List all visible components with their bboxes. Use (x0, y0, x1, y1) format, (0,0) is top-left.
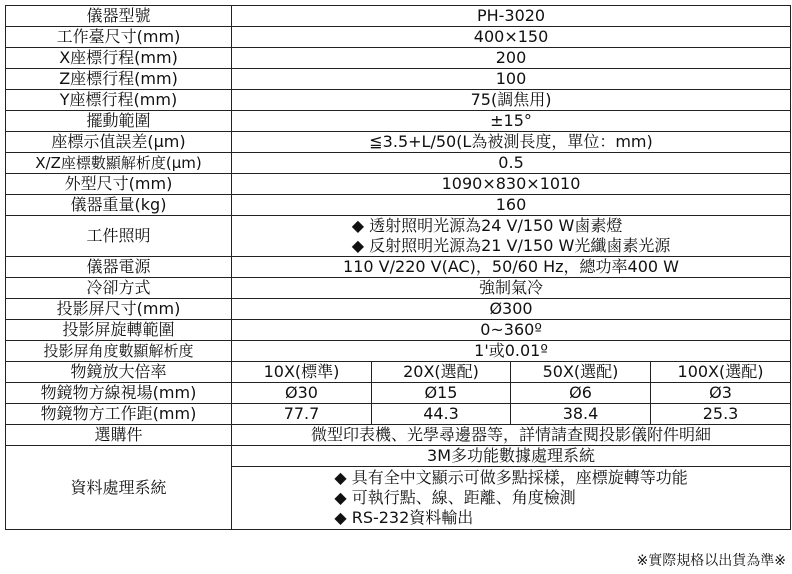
xz-resolution-value: 0.5 (232, 153, 791, 174)
row-error (6, 132, 791, 153)
data-system-item: ◆ 具有全中文顯示可做多點採樣，座標旋轉等功能 (334, 468, 688, 487)
row-xz-resolution (6, 153, 791, 174)
swing-value: ±15° (232, 111, 791, 132)
field-of-view-value: Ø15 (372, 383, 511, 404)
row-y-travel (6, 90, 791, 111)
magnification-value: 10X(標準) (232, 362, 372, 383)
footnote: ※實際規格以出貨為準※ (636, 553, 786, 569)
row-data-system-title (6, 446, 791, 467)
screen-rotation-label: 投影屏旋轉範圍 (6, 320, 232, 341)
data-system-item: ◆ RS-232資料輸出 (334, 508, 474, 527)
options-value: 微型印表機、光學尋邊器等，詳情請查閱投影儀附件明細 (232, 425, 791, 446)
working-distance-label: 物鏡物方工作距(mm) (6, 404, 232, 425)
screen-size-value: Ø300 (232, 299, 791, 320)
options-label: 選購件 (6, 425, 232, 446)
screen-size-label: 投影屏尺寸(mm) (6, 299, 232, 320)
data-system-items (232, 467, 791, 530)
field-of-view-label: 物鏡物方線視場(mm) (6, 383, 232, 404)
angle-resolution-value: 1'或0.01º (232, 341, 791, 362)
x-travel-label: X座標行程(mm) (6, 48, 232, 69)
model-value: PH-3020 (232, 6, 791, 27)
row-dimensions (6, 174, 791, 195)
row-power (6, 257, 791, 278)
y-travel-value: 75(調焦用) (232, 90, 791, 111)
working-distance-value: 38.4 (511, 404, 651, 425)
row-table-size (6, 27, 791, 48)
row-screen-rotation (6, 320, 791, 341)
table-size-value: 400×150 (232, 27, 791, 48)
working-distance-value: 77.7 (232, 404, 372, 425)
power-label: 儀器電源 (6, 257, 232, 278)
row-working-distance (6, 404, 791, 425)
data-system-item: ◆ 可執行點、線、距離、角度檢測 (334, 488, 576, 507)
error-value: ≦3.5+L/50(L為被測長度，單位：mm) (232, 132, 791, 153)
z-travel-value: 100 (232, 69, 791, 90)
row-screen-size (6, 299, 791, 320)
magnification-value: 50X(選配) (511, 362, 651, 383)
swing-label: 擺動範圍 (6, 111, 232, 132)
x-travel-value: 200 (232, 48, 791, 69)
lighting-label: 工件照明 (6, 216, 232, 257)
lighting-value (232, 216, 791, 257)
lighting-item: ◆ 透射照明光源為24 V/150 W鹵素燈 (351, 216, 623, 235)
error-label: 座標示值誤差(μm) (6, 132, 232, 153)
row-weight (6, 195, 791, 216)
cooling-value: 強制氣冷 (232, 278, 791, 299)
row-z-travel (6, 69, 791, 90)
row-x-travel (6, 48, 791, 69)
magnification-label: 物鏡放大倍率 (6, 362, 232, 383)
weight-label: 儀器重量(kg) (6, 195, 232, 216)
row-model (6, 6, 791, 27)
model-label: 儀器型號 (6, 6, 232, 27)
screen-rotation-value: 0~360º (232, 320, 791, 341)
angle-resolution-label: 投影屏角度數顯解析度 (6, 341, 232, 362)
field-of-view-value: Ø30 (232, 383, 372, 404)
row-options (6, 425, 791, 446)
magnification-value: 100X(選配) (651, 362, 791, 383)
data-system-label: 資料處理系統 (6, 446, 232, 530)
power-value: 110 V/220 V(AC)，50/60 Hz，總功率400 W (232, 257, 791, 278)
magnification-value: 20X(選配) (372, 362, 511, 383)
row-swing (6, 111, 791, 132)
z-travel-label: Z座標行程(mm) (6, 69, 232, 90)
row-magnification (6, 362, 791, 383)
y-travel-label: Y座標行程(mm) (6, 90, 232, 111)
xz-resolution-label: X/Z座標數顯解析度(μm) (6, 153, 232, 174)
spec-table (5, 5, 791, 530)
working-distance-value: 25.3 (651, 404, 791, 425)
row-field-of-view (6, 383, 791, 404)
dimensions-value: 1090×830×1010 (232, 174, 791, 195)
weight-value: 160 (232, 195, 791, 216)
data-system-title: 3M多功能數據處理系統 (232, 446, 791, 467)
dimensions-label: 外型尺寸(mm) (6, 174, 232, 195)
row-angle-resolution (6, 341, 791, 362)
cooling-label: 冷卻方式 (6, 278, 232, 299)
field-of-view-value: Ø6 (511, 383, 651, 404)
row-lighting (6, 216, 791, 257)
row-cooling (6, 278, 791, 299)
lighting-item: ◆ 反射照明光源為21 V/150 W光纖鹵素光源 (351, 236, 671, 255)
lighting-list (352, 216, 671, 256)
working-distance-value: 44.3 (372, 404, 511, 425)
table-size-label: 工作臺尺寸(mm) (6, 27, 232, 48)
data-system-list (334, 468, 687, 528)
field-of-view-value: Ø3 (651, 383, 791, 404)
